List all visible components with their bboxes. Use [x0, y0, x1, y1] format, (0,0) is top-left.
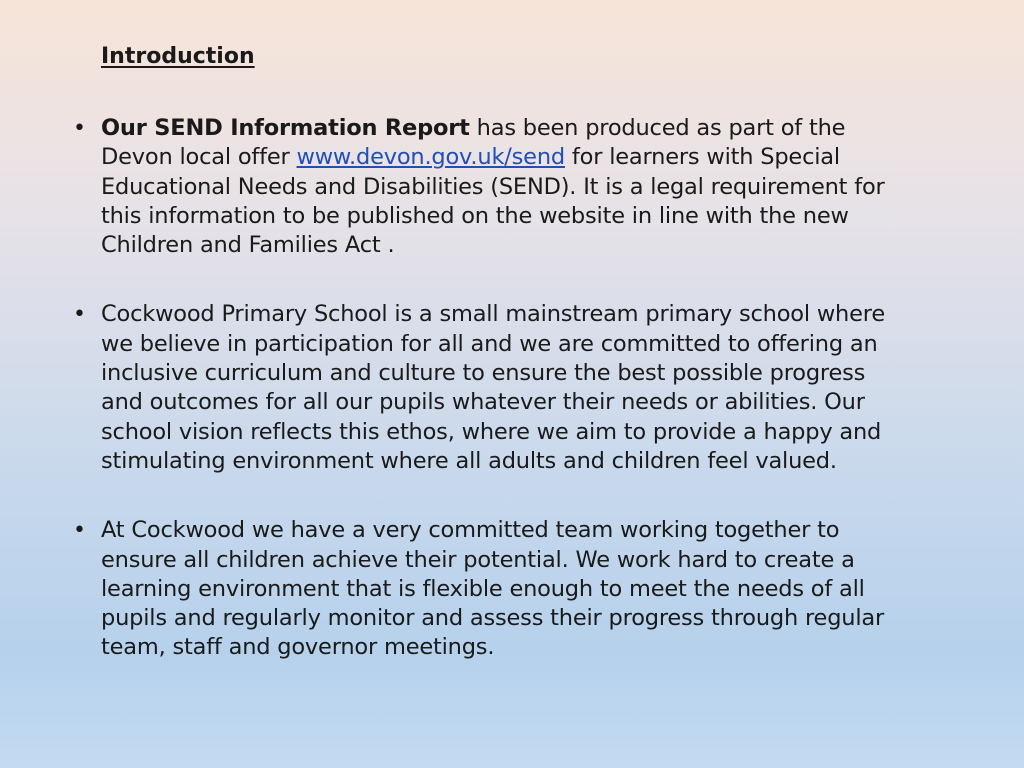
bullet-icon: •: [73, 116, 86, 141]
paragraph-text: for learners with Special Educational Needs and Disabilities (SEND). It is a legal requirement for this information to be published on the website in line with the new Children and Families Act .: [101, 144, 885, 259]
devon-send-link[interactable]: www.devon.gov.uk/send: [296, 144, 565, 171]
list-item: [73, 516, 911, 662]
paragraph-text: At Cockwood we have a very committed team working together to ensure all children achieve their potential. We work hard to create a learning environment that is flexible enough to meet the needs of all pupils and regularly monitor and assess their progress through regular team, staff and governor meetings.: [101, 517, 885, 661]
paragraph-text: has been produced as part of the Devon local offer: [101, 115, 846, 171]
page-title: Introduction: [101, 44, 255, 69]
list-item: [73, 300, 911, 476]
paragraph-text: Cockwood Primary School is a small mainstream primary school where we believe in participation for all and we are committed to offering an inclusive curriculum and culture to ensure the best possible progress and outcomes for all our pupils whatever their needs or abilities. Our school vision reflects this ethos, where we aim to provide a happy and stimulating environment where all adults and children feel valued.: [101, 301, 885, 474]
bullet-list: [73, 114, 911, 703]
bullet-icon: •: [73, 518, 86, 544]
list-item: [73, 114, 911, 260]
report-title: Our SEND Information Report: [101, 115, 470, 141]
bullet-icon: •: [73, 302, 86, 328]
